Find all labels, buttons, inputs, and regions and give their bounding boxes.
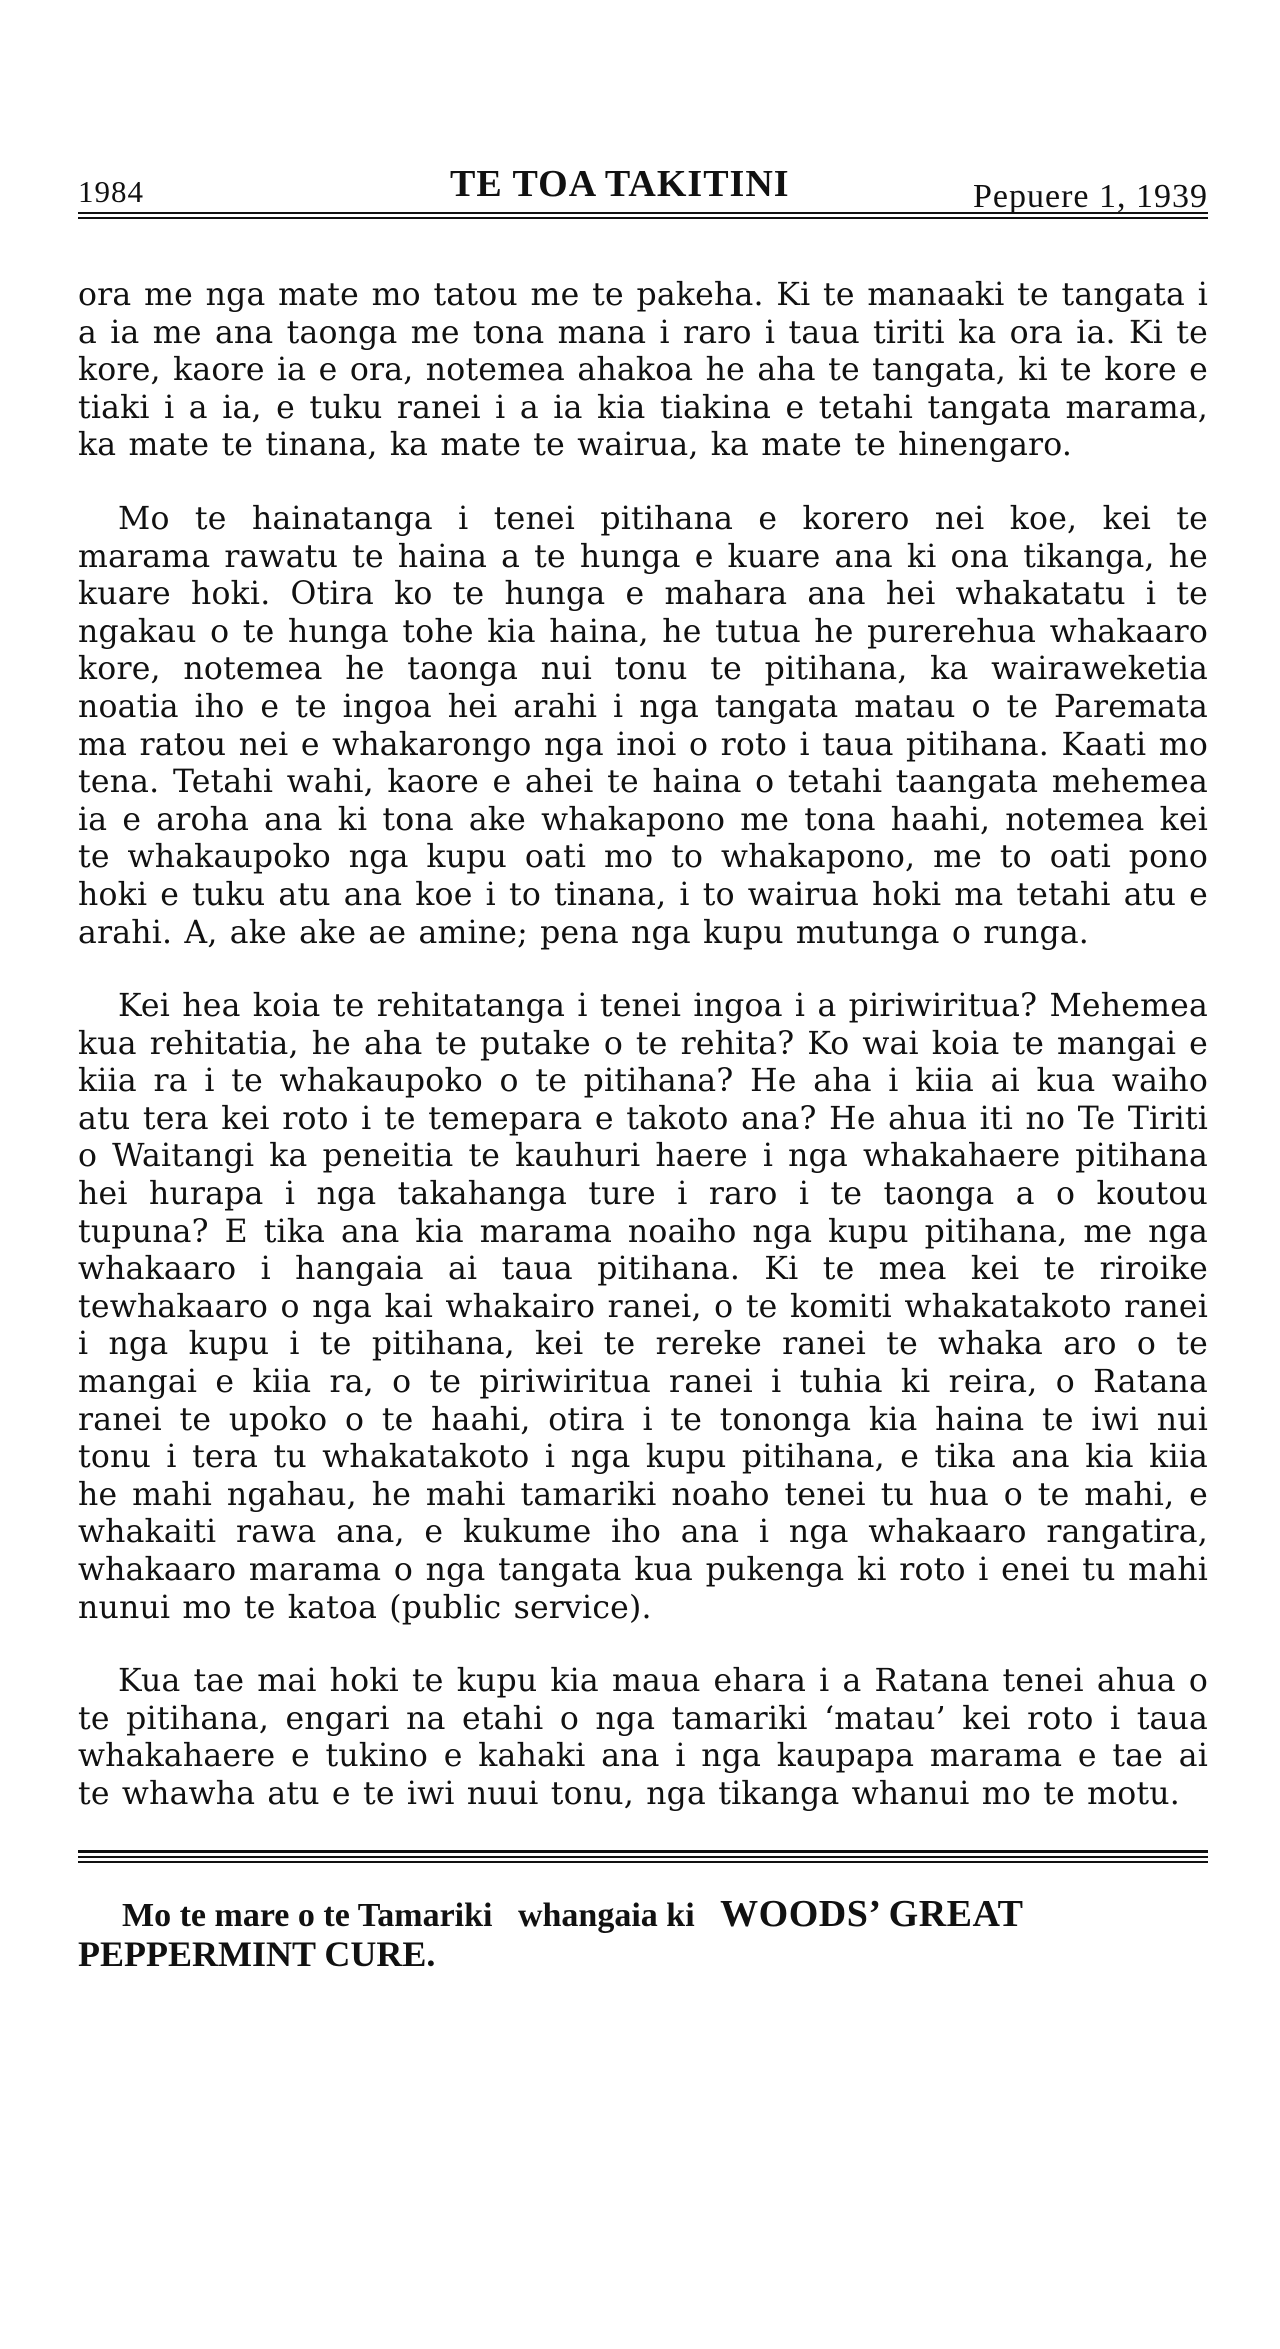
newspaper-page bbox=[78, 150, 1208, 1973]
publication-title: TE TOA TAKITINI bbox=[450, 163, 790, 205]
ad-middle-text: whangaia ki bbox=[517, 1896, 695, 1934]
issue-date: Pepuere 1, 1939 bbox=[972, 178, 1208, 215]
ad-lead-text: Mo te mare o te Tamariki bbox=[122, 1896, 493, 1934]
page-number: 1984 bbox=[78, 174, 144, 209]
paragraph: ora me nga mate mo tatou me te pakeha. Ki te manaaki te tangata i a ia me ana taonga me tona mana i raro i taua tiriti ka ora ia. Ki te kore, kaore ia e ora, notemea ahakoa he aha te tangata, ki te kore e tiaki i a ia, e tuku ranei i a ia kia tiakina e tetahi tangata marama, ka mate te tinana, ka mate te wairua, ka mate te hinengaro. bbox=[78, 277, 1208, 464]
section-divider bbox=[78, 1850, 1208, 1863]
article-body bbox=[78, 277, 1208, 1814]
paragraph: Kei hea koia te rehitatanga i tenei ingoa i a piriwiritua? Mehemea kua rehitatia, he aha te putake o te rehita? Ko wai koia te mangai e kiia ra i te whakaupoko o te pitihana? He aha i kiia ai kua waiho atu tera kei roto i te temepara e takoto ana? He ahua iti no Te Tiriti o Waitangi ka peneitia te kauhuri haere i nga whakahaere pitihana hei hurapa i nga takahanga ture i raro i te taonga a o koutou tupuna? E tika ana kia marama noaiho nga kupu pitihana, me nga whakaaro i hangaia ai taua pitihana. Ki te mea kei te riroike tewhakaaro o nga kai whakairo ranei, o te komiti whakatakoto ranei i nga kupu i te pitihana, kei te rereke ranei te whaka aro o te mangai e kiia ra, o te piriwiritua ranei i tuhia ki reira, o Ratana ranei te upoko o te haahi, otira i te tononga kia haina te iwi nui tonu i tera tu whakatakoto i nga kupu pitihana, e tika ana kia kiia he mahi ngahau, he mahi tamariki noaho tenei tu hua o te mahi, e whakaiti rawa ana, e kukume iho ana i nga whakaaro rangatira, whakaaro marama o nga tangata kua pukenga ki roto i enei tu mahi nunui mo te katoa (public service). bbox=[78, 988, 1208, 1626]
ad-brand: WOODS’ GREAT bbox=[720, 1892, 1024, 1935]
paragraph: Kua tae mai hoki te kupu kia maua ehara i a Ratana tenei ahua o te pitihana, engari na etahi o nga tamariki ‘matau’ kei roto i taua whakahaere e tukino e kahaki ana i nga kaupapa marama e tae ai te whawha atu e te iwi nuui tonu, nga tikanga whanui mo te motu. bbox=[78, 1663, 1208, 1812]
advertisement bbox=[78, 1892, 1208, 1974]
page-header bbox=[78, 150, 1208, 215]
ad-product: PEPPERMINT CURE. bbox=[78, 1933, 436, 1974]
paragraph: Mo te hainatanga i tenei pitihana e korero nei koe, kei te marama rawatu te haina a te hunga e kuare ana ki ona tikanga, he kuare hoki. Otira ko te hunga e mahara ana hei whakatatu i te ngakau o te hunga tohe kia haina, he tutua he purerehua whakaaro kore, notemea he taonga nui tonu te pitihana, ka wairaweketia noatia iho e te ingoa hei arahi i nga tangata matau o te Paremata ma ratou nei e whakarongo nga inoi o roto i taua pitihana. Kaati mo tena. Tetahi wahi, kaore e ahei te haina o tetahi taangata mehemea ia e aroha ana ki tona ake whakapono me tona haahi, notemea kei te whakaupoko nga kupu oati mo to whakapono, me to oati pono hoki e tuku atu ana koe i to tinana, i to wairua hoki ma tetahi atu e arahi. A, ake ake ae amine; pena nga kupu mutunga o runga. bbox=[78, 500, 1208, 951]
